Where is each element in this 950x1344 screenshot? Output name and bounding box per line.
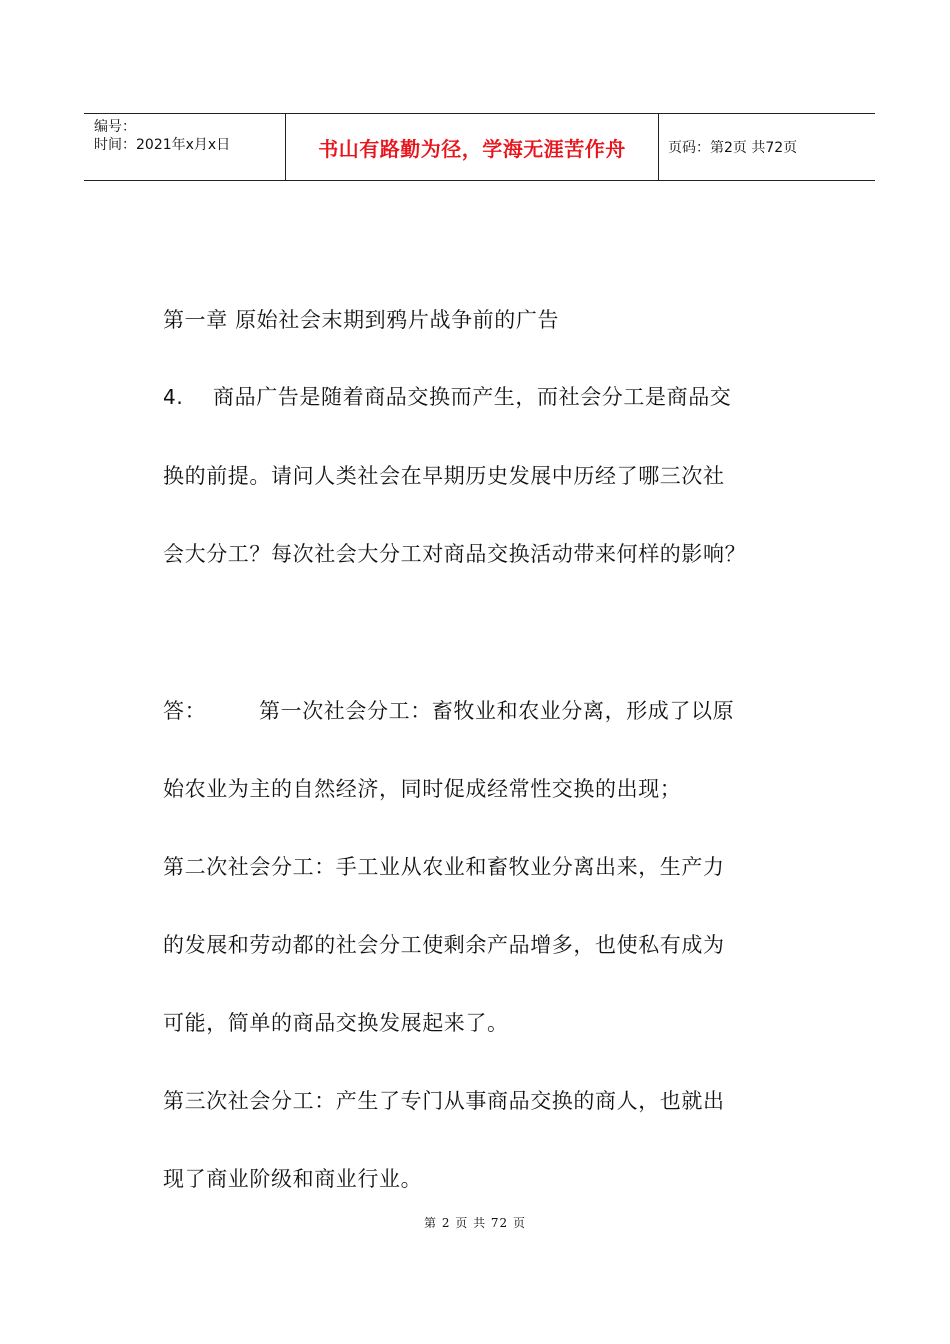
header-meta-cell <box>84 114 286 180</box>
chapter-title: 第一章 原始社会末期到鸦片战争前的广告 <box>163 308 560 332</box>
header-page-cell <box>659 114 875 180</box>
answer-line-4: 的发展和劳动都的社会分工使剩余产品增多，也使私有成为 <box>163 933 725 957</box>
question-line-3: 会大分工？每次社会大分工对商品交换活动带来何样的影响？ <box>163 542 747 566</box>
answer-line-3: 第二次社会分工：手工业从农业和畜牧业分离出来，生产力 <box>163 855 725 879</box>
motto-text: 书山有路勤为径，学海无涯苦作舟 <box>318 136 626 161</box>
question-line-1 <box>163 383 731 411</box>
answer-line-7: 现了商业阶级和商业行业。 <box>163 1167 423 1191</box>
answer-line-5: 可能，简单的商品交换发展起来了。 <box>163 1011 509 1035</box>
document-header <box>84 113 875 181</box>
number-label: 编号： <box>94 119 136 135</box>
header-motto-cell <box>286 114 659 180</box>
page-footer: 第 2 页 共 72 页 <box>424 1216 526 1230</box>
question-line-2: 换的前提。请问人类社会在早期历史发展中历经了哪三次社 <box>163 464 725 488</box>
answer-line-1 <box>163 697 734 725</box>
answer-line-6: 第三次社会分工：产生了专门从事商品交换的商人，也就出 <box>163 1089 725 1113</box>
answer-text-1: 第一次社会分工：畜牧业和农业分离，形成了以原 <box>259 699 735 723</box>
question-text-1: 商品广告是随着商品交换而产生，而社会分工是商品交 <box>213 385 732 409</box>
time-label: 时间：2021年x月x日 <box>94 137 231 153</box>
question-number: 4. <box>163 385 184 409</box>
answer-line-2: 始农业为主的自然经济，同时促成经常性交换的出现； <box>163 777 682 801</box>
answer-label: 答： <box>163 699 207 723</box>
page-info: 页码：第2页 共72页 <box>668 140 798 156</box>
